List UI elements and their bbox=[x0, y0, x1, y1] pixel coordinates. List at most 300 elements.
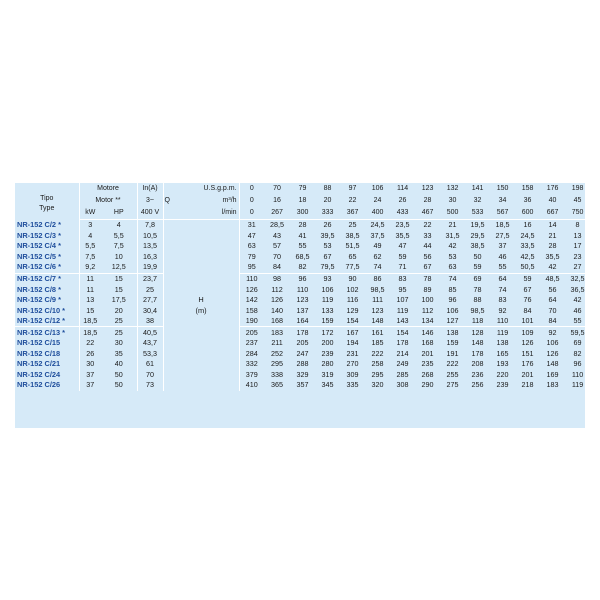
motor-hp: 50 bbox=[101, 370, 137, 381]
motor-kw: 22 bbox=[86, 338, 95, 348]
head-value: 55 bbox=[573, 316, 582, 326]
head-value: 110 bbox=[496, 316, 509, 326]
head-value: 35,5 bbox=[395, 230, 410, 240]
head-value: 119 bbox=[490, 327, 515, 338]
head-value: 17 bbox=[573, 241, 582, 251]
head-value: 116 bbox=[346, 295, 359, 305]
head-value: 222 bbox=[446, 359, 459, 369]
flow-usgpm-12: 176 bbox=[546, 185, 559, 192]
motor-kw: 3 bbox=[88, 220, 93, 230]
head-value: 110 bbox=[571, 369, 584, 379]
flow-lmin-5: 400 bbox=[365, 207, 390, 220]
flow-lmin-10: 567 bbox=[490, 207, 515, 220]
model-name: NR-152 C/9 * bbox=[15, 295, 79, 306]
head-value: 249 bbox=[396, 359, 409, 369]
current-a: 53,3 bbox=[137, 349, 163, 360]
head-value: 295 bbox=[271, 359, 284, 369]
head-value: 26 bbox=[323, 220, 332, 230]
head-value: 128 bbox=[465, 327, 490, 338]
tipo-label: Tipo bbox=[40, 195, 54, 203]
head-value: 37 bbox=[498, 241, 507, 251]
head-value: 208 bbox=[471, 359, 484, 369]
three-phase-label: 3~ bbox=[137, 195, 163, 207]
head-value: 239 bbox=[321, 348, 334, 358]
head-value: 205 bbox=[296, 338, 309, 348]
head-value: 92 bbox=[540, 327, 565, 338]
head-value: 126 bbox=[271, 295, 284, 305]
head-value: 270 bbox=[346, 359, 359, 369]
head-value: 107 bbox=[396, 295, 409, 305]
head-value: 65 bbox=[348, 251, 357, 261]
head-value: 31,5 bbox=[445, 230, 460, 240]
head-value: 138 bbox=[440, 327, 465, 338]
head-value: 35,5 bbox=[545, 251, 560, 261]
flow-lmin-2: 300 bbox=[290, 207, 315, 220]
head-value: 28,5 bbox=[270, 220, 285, 230]
head-value: 27,5 bbox=[495, 230, 510, 240]
head-value: 83 bbox=[498, 295, 507, 305]
hp-label: HP bbox=[101, 207, 137, 220]
head-value: 23,5 bbox=[395, 220, 410, 230]
head-value: 47 bbox=[398, 241, 407, 251]
flow-m3h-11: 36 bbox=[523, 197, 532, 204]
head-value: 319 bbox=[321, 369, 334, 379]
head-value: 37,5 bbox=[370, 230, 385, 240]
flow-usgpm-0: 0 bbox=[249, 185, 254, 192]
head-value: 154 bbox=[390, 327, 415, 338]
head-value: 290 bbox=[421, 380, 434, 390]
head-value: 338 bbox=[271, 369, 284, 379]
head-value: 42 bbox=[448, 241, 457, 251]
table-row bbox=[15, 262, 590, 273]
head-value: 178 bbox=[290, 327, 315, 338]
current-a: 7,8 bbox=[137, 220, 163, 231]
head-value: 96 bbox=[448, 295, 457, 305]
head-value: 64 bbox=[490, 273, 515, 284]
head-value: 51,5 bbox=[345, 241, 360, 251]
head-value: 86 bbox=[365, 273, 390, 284]
current-a: 38 bbox=[137, 316, 163, 327]
model-name: NR-152 C/24 bbox=[15, 370, 79, 381]
flow-usgpm-5: 106 bbox=[371, 185, 384, 192]
head-value: 79 bbox=[247, 251, 256, 261]
head-value: 59 bbox=[398, 251, 407, 261]
head-value: 49 bbox=[373, 241, 382, 251]
head-value: 183 bbox=[264, 327, 290, 338]
head-value: 109 bbox=[515, 327, 540, 338]
flow-usgpm-9: 141 bbox=[471, 185, 484, 192]
head-value: 46 bbox=[573, 305, 582, 315]
head-value: 55 bbox=[298, 241, 307, 251]
model-name: NR-152 C/15 bbox=[15, 338, 79, 349]
model-name: NR-152 C/2 * bbox=[15, 220, 79, 231]
type-header bbox=[15, 183, 79, 220]
motor-hp: 5,5 bbox=[101, 231, 137, 242]
flow-m3h-0: 0 bbox=[249, 197, 254, 204]
flow-usgpm-10: 150 bbox=[496, 185, 509, 192]
flow-lmin-13: 750 bbox=[565, 207, 590, 220]
flow-lmin-3: 333 bbox=[315, 207, 340, 220]
model-name: NR-152 C/5 * bbox=[15, 252, 79, 263]
head-value: 106 bbox=[446, 305, 459, 315]
voltage-label: 400 V bbox=[137, 207, 163, 220]
head-value: 29,5 bbox=[470, 230, 485, 240]
motor-hp: 25 bbox=[101, 327, 137, 338]
model-name: NR-152 C/12 * bbox=[15, 316, 79, 327]
table-row bbox=[15, 349, 590, 360]
motor-kw: 13 bbox=[86, 295, 95, 305]
model-name: NR-152 C/26 bbox=[15, 380, 79, 391]
head-h-label: H bbox=[198, 295, 204, 305]
head-value: 123 bbox=[296, 295, 309, 305]
head-value: 55 bbox=[498, 262, 507, 272]
motor-hp: 25 bbox=[101, 316, 137, 327]
head-value: 39,5 bbox=[320, 230, 335, 240]
model-name: NR-152 C/7 * bbox=[15, 273, 79, 284]
motor-kw: 4 bbox=[88, 230, 93, 240]
head-value: 158 bbox=[245, 305, 258, 315]
head-value: 28 bbox=[298, 220, 307, 230]
head-value: 19,5 bbox=[470, 220, 485, 230]
motor-kw: 11 bbox=[79, 273, 101, 284]
table-row bbox=[15, 327, 590, 338]
head-value: 159 bbox=[446, 338, 459, 348]
head-value: 148 bbox=[371, 316, 384, 326]
head-value: 237 bbox=[245, 338, 258, 348]
head-value: 33,5 bbox=[520, 241, 535, 251]
head-value: 194 bbox=[346, 338, 359, 348]
head-value: 134 bbox=[421, 316, 434, 326]
head-value: 112 bbox=[271, 284, 283, 294]
head-value: 13 bbox=[573, 230, 582, 240]
motor-kw: 37 bbox=[86, 369, 95, 379]
head-value: 133 bbox=[321, 305, 334, 315]
head-label-cell bbox=[163, 220, 239, 391]
motor-hp: 50 bbox=[101, 380, 137, 391]
head-value: 42,5 bbox=[520, 251, 535, 261]
head-value: 143 bbox=[396, 316, 409, 326]
flow-m3h-9: 32 bbox=[473, 197, 482, 204]
head-value: 22 bbox=[423, 220, 432, 230]
motor-hp: 12,5 bbox=[101, 262, 137, 273]
head-value: 231 bbox=[346, 348, 359, 358]
head-value: 214 bbox=[396, 348, 409, 358]
head-value: 82 bbox=[298, 262, 307, 272]
head-value: 110 bbox=[296, 284, 309, 294]
current-a: 30,4 bbox=[137, 305, 163, 316]
head-value: 308 bbox=[396, 380, 409, 390]
head-value: 161 bbox=[365, 327, 390, 338]
head-value: 137 bbox=[296, 305, 309, 315]
motor-kw: 37 bbox=[86, 380, 95, 390]
head-value: 285 bbox=[396, 369, 409, 379]
head-value: 84 bbox=[273, 262, 282, 272]
flow-lmin-11: 600 bbox=[515, 207, 540, 220]
head-value: 111 bbox=[372, 295, 384, 305]
head-value: 63 bbox=[247, 241, 256, 251]
head-value: 235 bbox=[421, 359, 434, 369]
current-a: 43,7 bbox=[137, 338, 163, 349]
head-value: 193 bbox=[496, 359, 509, 369]
unit-usgpm-label: U.S.g.p.m. bbox=[163, 183, 239, 195]
model-name: NR-152 C/3 * bbox=[15, 231, 79, 242]
motor-hp: 20 bbox=[101, 305, 137, 316]
head-unit-label: (m) bbox=[195, 306, 207, 316]
current-a: 19,9 bbox=[137, 262, 163, 273]
motor-kw: 11 bbox=[86, 284, 94, 294]
head-value: 70 bbox=[548, 305, 557, 315]
motor-kw: 15 bbox=[86, 305, 95, 315]
current-a: 23,7 bbox=[137, 273, 163, 284]
head-value: 123 bbox=[371, 305, 384, 315]
motore-label: Motore bbox=[79, 183, 137, 195]
head-value: 50,5 bbox=[520, 262, 535, 272]
head-value: 85 bbox=[448, 284, 457, 294]
head-value: 95 bbox=[398, 284, 407, 294]
motor-hp: 35 bbox=[101, 349, 137, 360]
head-value: 74 bbox=[440, 273, 465, 284]
flow-m3h-2: 18 bbox=[298, 197, 307, 204]
head-value: 284 bbox=[245, 348, 258, 358]
head-value: 190 bbox=[245, 316, 258, 326]
table-row bbox=[15, 231, 590, 242]
motor-hp: 15 bbox=[101, 284, 137, 295]
head-value: 129 bbox=[346, 305, 359, 315]
flow-m3h-10: 34 bbox=[498, 197, 507, 204]
head-value: 46 bbox=[498, 251, 507, 261]
head-value: 74 bbox=[498, 284, 507, 294]
head-value: 365 bbox=[271, 380, 284, 390]
head-value: 47 bbox=[247, 230, 256, 240]
head-value: 84 bbox=[548, 316, 557, 326]
head-value: 183 bbox=[546, 380, 559, 390]
head-value: 67 bbox=[523, 284, 532, 294]
head-value: 89 bbox=[423, 284, 432, 294]
current-a: 70 bbox=[137, 370, 163, 381]
head-value: 138 bbox=[496, 338, 509, 348]
head-value: 200 bbox=[321, 338, 334, 348]
table-row bbox=[15, 316, 590, 327]
head-value: 329 bbox=[296, 369, 309, 379]
table-row bbox=[15, 284, 590, 295]
head-value: 176 bbox=[521, 359, 534, 369]
flow-lmin-1: 267 bbox=[264, 207, 290, 220]
head-value: 95 bbox=[247, 262, 256, 272]
head-value: 96 bbox=[290, 273, 315, 284]
head-value: 63 bbox=[448, 262, 457, 272]
model-name: NR-152 C/10 * bbox=[15, 305, 79, 316]
head-value: 151 bbox=[521, 348, 534, 358]
head-value: 76 bbox=[523, 295, 532, 305]
head-value: 44 bbox=[423, 241, 432, 251]
head-value: 159 bbox=[321, 316, 334, 326]
head-value: 167 bbox=[340, 327, 365, 338]
flow-m3h-8: 30 bbox=[448, 197, 457, 204]
head-value: 142 bbox=[245, 295, 258, 305]
head-value: 14 bbox=[548, 220, 557, 230]
head-value: 332 bbox=[245, 359, 258, 369]
head-value: 42 bbox=[573, 295, 582, 305]
head-value: 56 bbox=[423, 251, 432, 261]
flow-lmin-8: 500 bbox=[440, 207, 465, 220]
table-row bbox=[15, 305, 590, 316]
flow-lmin-7: 467 bbox=[415, 207, 440, 220]
flow-usgpm-3: 88 bbox=[323, 185, 332, 192]
head-value: 345 bbox=[321, 380, 334, 390]
motor-hp: 17,5 bbox=[101, 295, 137, 306]
current-a: 25 bbox=[137, 284, 163, 295]
head-value: 309 bbox=[346, 369, 359, 379]
head-value: 78 bbox=[415, 273, 440, 284]
head-value: 82 bbox=[573, 348, 582, 358]
head-value: 38,5 bbox=[345, 230, 360, 240]
motor-hp: 10 bbox=[101, 252, 137, 263]
flow-usgpm-4: 97 bbox=[348, 185, 357, 192]
head-value: 164 bbox=[296, 316, 309, 326]
current-a: 16,3 bbox=[137, 252, 163, 263]
table-row bbox=[15, 380, 590, 391]
head-value: 62 bbox=[373, 251, 382, 261]
head-value: 92 bbox=[498, 305, 507, 315]
head-value: 88 bbox=[473, 295, 482, 305]
head-value: 335 bbox=[346, 380, 359, 390]
motor-hp: 4 bbox=[101, 220, 137, 231]
unit-lmin-label: l/min bbox=[163, 207, 239, 220]
table-row bbox=[15, 273, 590, 284]
flow-m3h-13: 45 bbox=[573, 197, 582, 204]
head-value: 84 bbox=[523, 305, 532, 315]
head-value: 38,5 bbox=[470, 241, 485, 251]
table-row bbox=[15, 252, 590, 263]
head-value: 168 bbox=[271, 316, 284, 326]
model-name: NR-152 C/6 * bbox=[15, 262, 79, 273]
head-value: 256 bbox=[471, 380, 484, 390]
head-value: 23 bbox=[573, 251, 582, 261]
head-value: 25 bbox=[348, 220, 357, 230]
motor-kw: 30 bbox=[86, 359, 95, 369]
head-value: 59,5 bbox=[565, 327, 590, 338]
head-value: 42 bbox=[548, 262, 557, 272]
head-value: 118 bbox=[471, 316, 484, 326]
head-value: 191 bbox=[446, 348, 459, 358]
head-value: 201 bbox=[421, 348, 434, 358]
flow-usgpm-1: 70 bbox=[273, 185, 281, 192]
head-value: 119 bbox=[396, 305, 409, 315]
head-value: 127 bbox=[446, 316, 459, 326]
flow-lmin-12: 667 bbox=[540, 207, 565, 220]
head-value: 102 bbox=[346, 284, 359, 294]
motor-kw: 5,5 bbox=[85, 241, 96, 251]
head-value: 268 bbox=[421, 369, 434, 379]
flow-usgpm-13: 198 bbox=[571, 185, 584, 192]
head-value: 57 bbox=[273, 241, 282, 251]
head-value: 70 bbox=[273, 251, 282, 261]
head-value: 119 bbox=[321, 295, 334, 305]
flow-m3h-6: 26 bbox=[398, 197, 407, 204]
flow-usgpm-6: 114 bbox=[396, 185, 409, 192]
head-value: 258 bbox=[371, 359, 384, 369]
head-value: 59 bbox=[473, 262, 482, 272]
head-value: 178 bbox=[396, 338, 409, 348]
head-value: 295 bbox=[371, 369, 384, 379]
flow-m3h-3: 20 bbox=[323, 197, 332, 204]
head-value: 255 bbox=[446, 369, 459, 379]
head-value: 239 bbox=[496, 380, 509, 390]
in-a-label: In(A) bbox=[137, 183, 163, 195]
head-value: 101 bbox=[521, 316, 534, 326]
head-value: 28 bbox=[548, 241, 557, 251]
head-value: 69 bbox=[465, 273, 490, 284]
head-value: 79,5 bbox=[320, 262, 335, 272]
table-row bbox=[15, 370, 590, 381]
flow-m3h-1: 16 bbox=[273, 197, 281, 204]
head-value: 33 bbox=[423, 230, 432, 240]
head-value: 168 bbox=[421, 338, 434, 348]
model-name: NR-152 C/18 bbox=[15, 349, 79, 360]
head-value: 165 bbox=[496, 348, 509, 358]
head-value: 16 bbox=[523, 220, 532, 230]
head-value: 41 bbox=[298, 230, 307, 240]
motor-text: Motor bbox=[95, 197, 114, 204]
head-value: 185 bbox=[371, 338, 384, 348]
head-value: 178 bbox=[471, 348, 484, 358]
head-value: 64 bbox=[548, 295, 557, 305]
head-value: 126 bbox=[245, 284, 258, 294]
head-value: 218 bbox=[521, 380, 534, 390]
head-value: 50 bbox=[473, 251, 482, 261]
current-a: 73 bbox=[137, 380, 163, 391]
head-value: 43 bbox=[273, 230, 282, 240]
head-value: 98,5 bbox=[370, 284, 385, 294]
flow-usgpm-8: 132 bbox=[446, 185, 459, 192]
head-value: 172 bbox=[315, 327, 340, 338]
head-value: 320 bbox=[371, 380, 384, 390]
current-a: 61 bbox=[137, 359, 163, 370]
model-name: NR-152 C/13 * bbox=[15, 327, 79, 338]
head-value: 36,5 bbox=[570, 284, 585, 294]
head-value: 21 bbox=[548, 230, 557, 240]
motor-hp: 7,5 bbox=[101, 241, 137, 252]
flow-m3h-7: 28 bbox=[423, 197, 432, 204]
head-value: 119 bbox=[571, 380, 584, 390]
pump-data-table bbox=[15, 183, 590, 391]
head-value: 68,5 bbox=[295, 251, 310, 261]
head-value: 98,5 bbox=[470, 305, 485, 315]
head-value: 53 bbox=[323, 241, 332, 251]
head-value: 280 bbox=[321, 359, 334, 369]
head-value: 148 bbox=[471, 338, 484, 348]
motor-kw: 9,2 bbox=[85, 262, 96, 272]
head-value: 21 bbox=[448, 220, 457, 230]
head-value: 126 bbox=[546, 348, 559, 358]
motor-kw: 18,5 bbox=[79, 327, 101, 338]
head-value: 67 bbox=[323, 251, 332, 261]
head-value: 24,5 bbox=[520, 230, 535, 240]
head-value: 77,5 bbox=[345, 262, 360, 272]
head-value: 236 bbox=[471, 369, 484, 379]
head-value: 96 bbox=[573, 359, 582, 369]
head-value: 247 bbox=[296, 348, 309, 358]
kw-label: kW bbox=[79, 207, 101, 220]
flow-m3h-4: 22 bbox=[348, 197, 357, 204]
q-label: Q bbox=[164, 197, 170, 204]
table-row bbox=[15, 241, 590, 252]
motor-kw: 18,5 bbox=[83, 316, 98, 326]
head-value: 78 bbox=[473, 284, 482, 294]
model-name: NR-152 C/21 bbox=[15, 359, 79, 370]
head-value: 288 bbox=[296, 359, 309, 369]
head-value: 148 bbox=[546, 359, 559, 369]
